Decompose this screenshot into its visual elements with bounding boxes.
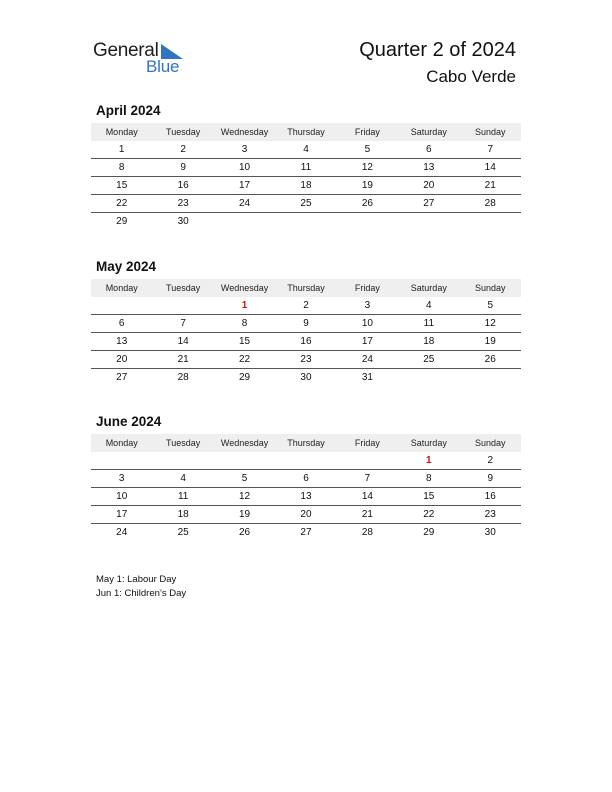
weekday-label: Wednesday — [220, 438, 269, 448]
day-cell: 9 — [180, 162, 186, 173]
day-cell — [460, 213, 521, 230]
weekday-label: Tuesday — [166, 438, 201, 448]
weekday-label: Thursday — [287, 438, 325, 448]
day-cell: 6 — [426, 144, 432, 155]
weekday-label: Friday — [354, 127, 380, 137]
day-cell: 30 — [300, 372, 312, 383]
weekday-label: Wednesday — [220, 127, 269, 137]
week-row — [91, 369, 521, 386]
day-cell: 3 — [118, 473, 125, 484]
day-cell: 26 — [484, 354, 496, 365]
day-cell: 21 — [177, 354, 189, 365]
day-cell: 18 — [177, 509, 189, 520]
week-row — [91, 177, 521, 195]
day-cell — [275, 213, 336, 230]
day-cell: 26 — [361, 198, 373, 209]
week-row — [91, 506, 521, 524]
day-cell: 7 — [487, 144, 494, 155]
day-cell: 15 — [116, 180, 128, 191]
month-calendar — [91, 414, 521, 541]
day-cell: 23 — [177, 198, 189, 209]
day-cell — [152, 452, 213, 469]
day-cell: 14 — [361, 491, 373, 502]
day-cell: 15 — [423, 491, 435, 502]
day-cell: 15 — [238, 336, 251, 347]
weekday-header-row — [91, 434, 521, 452]
day-cell: 17 — [116, 509, 128, 520]
week-row — [91, 333, 521, 351]
holiday-note: May 1: Labour Day — [96, 574, 177, 585]
day-cell: 8 — [426, 473, 432, 484]
day-cell — [214, 213, 275, 230]
day-cell: 22 — [423, 509, 435, 520]
day-cell: 22 — [238, 354, 251, 365]
day-cell: 31 — [361, 372, 373, 383]
day-cell — [460, 369, 521, 386]
country-name: Cabo Verde — [426, 67, 516, 86]
day-cell: 12 — [361, 162, 373, 173]
week-row — [91, 488, 521, 506]
day-cell: 24 — [238, 198, 251, 209]
day-cell: 8 — [241, 318, 248, 329]
weekday-label: Saturday — [410, 283, 447, 293]
weekday-label: Saturday — [410, 438, 447, 448]
day-cell: 1 — [118, 144, 125, 155]
day-cell: 9 — [487, 473, 494, 484]
day-cell: 28 — [484, 198, 496, 209]
day-cell: 8 — [118, 162, 125, 173]
day-cell: 27 — [116, 372, 128, 383]
day-cell — [91, 297, 152, 314]
weekday-label: Sunday — [474, 283, 506, 293]
month-title: June 2024 — [96, 414, 162, 429]
day-cell: 19 — [484, 336, 496, 347]
day-cell: 13 — [116, 336, 128, 347]
day-cell: 6 — [118, 318, 125, 329]
day-cell: 4 — [426, 300, 432, 311]
day-cell — [152, 297, 213, 314]
weekday-label: Monday — [105, 127, 138, 137]
logo-text-general: General — [93, 40, 159, 61]
day-cell: 11 — [423, 318, 435, 329]
day-cell: 11 — [300, 162, 312, 173]
week-row — [91, 524, 521, 541]
weekday-header-row — [91, 123, 521, 141]
weekday-label: Monday — [105, 438, 138, 448]
day-cell: 2 — [487, 455, 494, 466]
weekday-label: Wednesday — [220, 283, 269, 293]
day-cell — [275, 452, 336, 469]
page-title: Quarter 2 of 2024 — [359, 39, 516, 61]
month-calendar — [91, 259, 521, 386]
weekday-label: Friday — [354, 438, 380, 448]
day-cell: 25 — [177, 527, 189, 538]
day-cell: 5 — [241, 473, 248, 484]
day-cell — [398, 213, 459, 230]
week-row — [91, 195, 521, 213]
day-cell: 12 — [238, 491, 251, 502]
weekday-label: Saturday — [410, 127, 447, 137]
day-cell: 29 — [423, 527, 435, 538]
day-cell: 12 — [484, 318, 496, 329]
week-row — [91, 213, 521, 230]
logo-text-blue: Blue — [146, 57, 180, 76]
day-cell: 23 — [300, 354, 312, 365]
day-cell: 29 — [116, 216, 128, 227]
month-title: May 2024 — [96, 259, 157, 274]
day-cell: 20 — [300, 509, 312, 520]
day-cell: 24 — [116, 527, 128, 538]
weekday-label: Thursday — [287, 283, 325, 293]
day-cell: 25 — [423, 354, 435, 365]
day-cell: 20 — [423, 180, 435, 191]
weekday-label: Thursday — [287, 127, 325, 137]
week-row — [91, 297, 521, 315]
day-cell: 21 — [484, 180, 496, 191]
day-cell: 13 — [300, 491, 312, 502]
holiday-note: Jun 1: Children’s Day — [96, 588, 187, 599]
weekday-label: Friday — [354, 283, 380, 293]
day-cell: 30 — [177, 216, 189, 227]
day-cell: 4 — [180, 473, 186, 484]
day-cell: 18 — [300, 180, 312, 191]
day-cell: 5 — [487, 300, 494, 311]
day-cell: 16 — [484, 491, 496, 502]
day-cell: 18 — [423, 336, 435, 347]
week-row — [91, 351, 521, 369]
week-row — [91, 141, 521, 159]
week-row — [91, 159, 521, 177]
day-cell — [214, 452, 275, 469]
day-cell: 29 — [238, 372, 251, 383]
month-calendar — [91, 103, 521, 230]
holiday-day-cell: 1 — [241, 300, 248, 311]
day-cell: 20 — [116, 354, 128, 365]
weekday-label: Tuesday — [166, 127, 201, 137]
day-cell: 19 — [238, 509, 251, 520]
day-cell: 3 — [364, 300, 371, 311]
day-cell: 19 — [361, 180, 373, 191]
brand-logo — [93, 40, 193, 78]
day-cell: 10 — [361, 318, 373, 329]
day-cell — [337, 452, 398, 469]
day-cell: 14 — [177, 336, 189, 347]
holiday-notes — [96, 573, 186, 601]
day-cell: 17 — [361, 336, 373, 347]
day-cell: 4 — [303, 144, 309, 155]
day-cell: 21 — [361, 509, 373, 520]
day-cell: 5 — [364, 144, 371, 155]
day-cell: 23 — [484, 509, 496, 520]
day-cell: 22 — [116, 198, 128, 209]
day-cell: 25 — [300, 198, 312, 209]
weekday-label: Tuesday — [166, 283, 201, 293]
day-cell: 28 — [361, 527, 373, 538]
day-cell: 13 — [423, 162, 435, 173]
day-cell: 10 — [238, 162, 251, 173]
day-cell: 24 — [361, 354, 373, 365]
month-title: April 2024 — [96, 103, 161, 118]
holiday-day-cell: 1 — [426, 455, 432, 466]
weekday-label: Sunday — [474, 127, 506, 137]
day-cell: 14 — [484, 162, 496, 173]
day-cell: 16 — [177, 180, 189, 191]
day-cell: 6 — [303, 473, 309, 484]
day-cell: 26 — [238, 527, 251, 538]
day-cell: 27 — [423, 198, 435, 209]
week-row — [91, 315, 521, 333]
day-cell: 9 — [303, 318, 309, 329]
weekday-label: Sunday — [474, 438, 506, 448]
weekday-header-row — [91, 279, 521, 297]
day-cell: 16 — [300, 336, 312, 347]
day-cell — [398, 369, 459, 386]
day-cell: 10 — [116, 491, 128, 502]
day-cell: 7 — [180, 318, 186, 329]
day-cell: 17 — [238, 180, 251, 191]
day-cell: 2 — [180, 144, 186, 155]
day-cell: 30 — [484, 527, 496, 538]
day-cell: 3 — [241, 144, 248, 155]
day-cell: 7 — [364, 473, 371, 484]
day-cell — [91, 452, 152, 469]
day-cell: 27 — [300, 527, 312, 538]
week-row — [91, 452, 521, 470]
weekday-label: Monday — [105, 283, 138, 293]
week-row — [91, 470, 521, 488]
day-cell: 11 — [177, 491, 189, 502]
day-cell: 28 — [177, 372, 189, 383]
day-cell — [337, 213, 398, 230]
day-cell: 2 — [303, 300, 309, 311]
